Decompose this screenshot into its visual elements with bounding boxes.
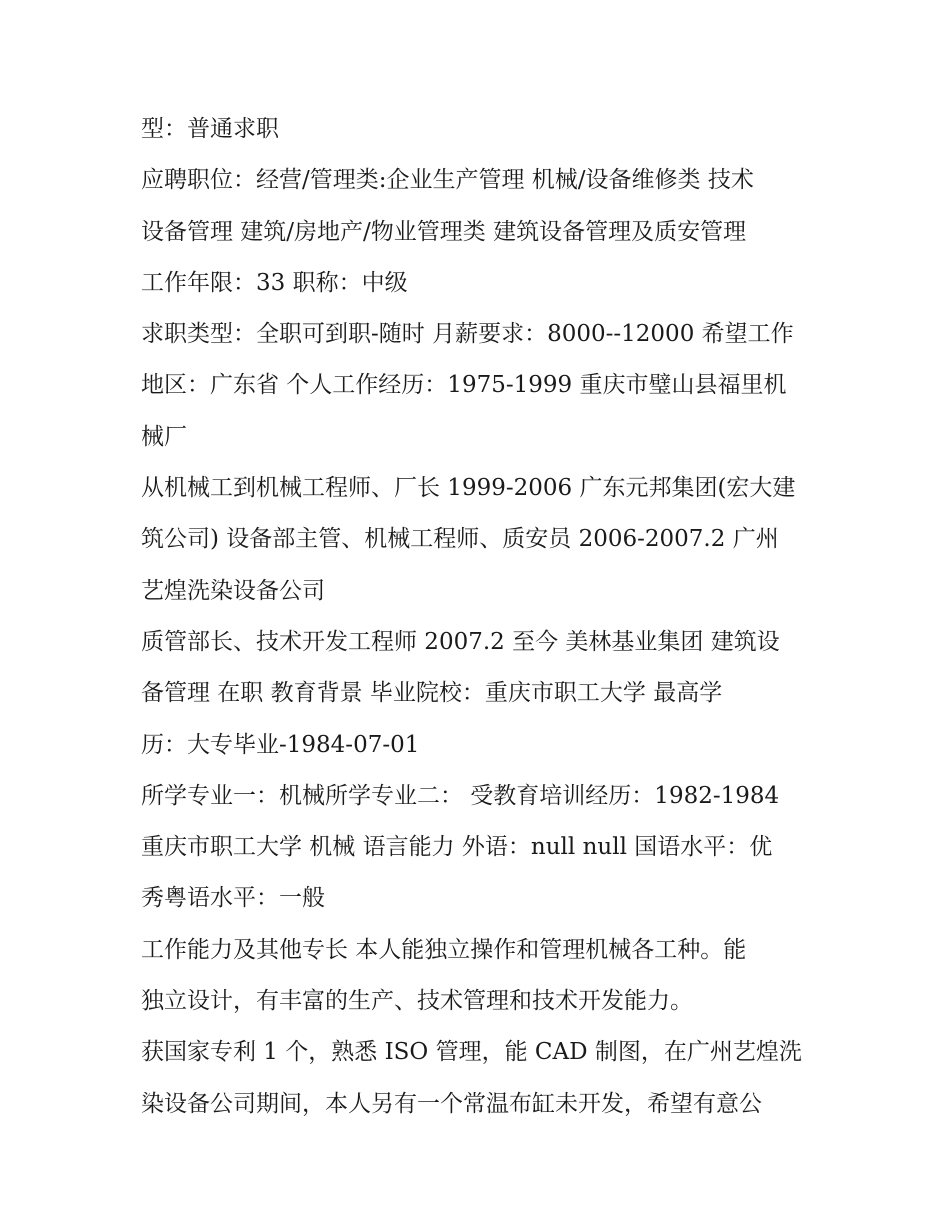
text-line-education-cont: 历：大专毕业-1984-07-01 — [141, 731, 420, 758]
text-line-major: 所学专业一：机械所学专业二： 受教育培训经历：1982-1984 — [141, 782, 780, 809]
text-line-applied-position: 应聘职位：经营/管理类:企业生产管理 机械/设备维修类 技术 — [141, 167, 754, 194]
text-line-history-3: 筑公司) 设备部主管、机械工程师、质安员 2006-2007.2 广州 — [141, 526, 779, 553]
text-line-applied-position-cont: 设备管理 建筑/房地产/物业管理类 建筑设备管理及质安管理 — [141, 218, 747, 245]
text-line-skills: 工作能力及其他专长 本人能独立操作和管理机械各工种。能 — [141, 936, 747, 963]
text-line-job-seeking-type: 求职类型：全职可到职-随时 月薪要求：8000--12000 希望工作 — [141, 321, 794, 348]
text-line-region-history: 地区：广东省 个人工作经历：1975-1999 重庆市璧山县福里机 — [141, 372, 787, 399]
text-line-job-type: 型：普通求职 — [141, 116, 279, 142]
text-line-history-4: 艺煌洗染设备公司 — [141, 577, 325, 604]
text-line-history-5: 质管部长、技术开发工程师 2007.2 至今 美林基业集团 建筑设 — [141, 628, 780, 655]
text-line-language-cont: 秀粤语水平：一般 — [141, 885, 325, 912]
text-line-history-2: 从机械工到机械工程师、厂长 1999-2006 广东元邦集团(宏大建 — [141, 475, 796, 502]
text-line-history-cont: 械厂 — [141, 423, 187, 450]
text-line-education: 备管理 在职 教育背景 毕业院校：重庆市职工大学 最高学 — [141, 680, 723, 707]
text-line-patent-cont: 染设备公司期间，本人另有一个常温布缸未开发，希望有意公 — [141, 1090, 762, 1117]
text-line-skills-cont: 独立设计，有丰富的生产、技术管理和技术开发能力。 — [141, 988, 693, 1015]
text-line-patent: 获国家专利 1 个，熟悉 ISO 管理，能 CAD 制图，在广州艺煌洗 — [141, 1039, 802, 1066]
text-line-work-years: 工作年限：33 职称：中级 — [141, 269, 408, 296]
resume-text-block — [141, 104, 831, 1130]
text-line-language: 重庆市职工大学 机械 语言能力 外语：null null 国语水平：优 — [141, 834, 773, 861]
